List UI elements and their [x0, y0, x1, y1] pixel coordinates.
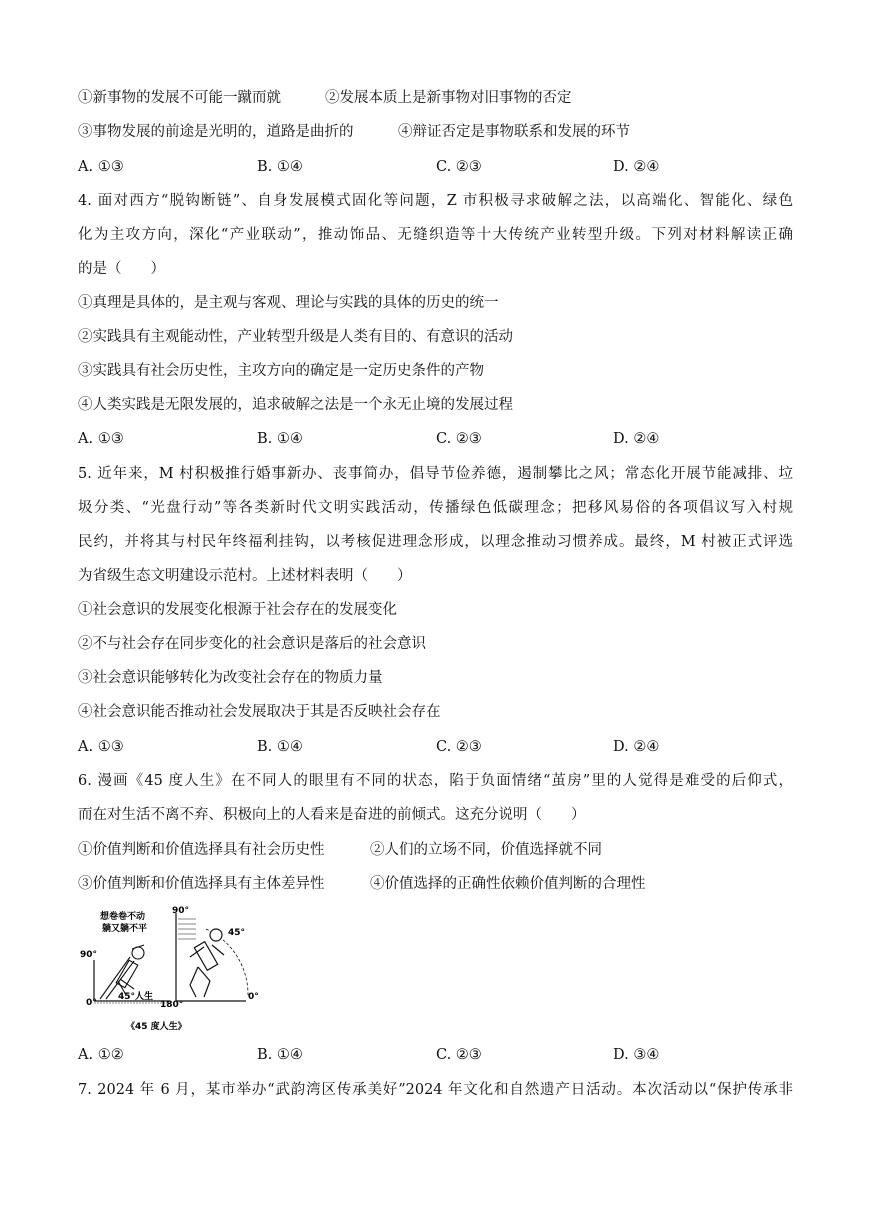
q6-option-c: C. ②③ [436, 1047, 482, 1063]
bubble-line-1: 想卷卷不动 [100, 912, 146, 922]
q6-item-1: ①价值判断和价值选择具有社会历史性 [78, 842, 325, 858]
q4-stem-line-1: 4. 面对西方“脱钩断链”、自身发展模式固化等问题，Z 市积极寻求破解之法，以高端化、智能化、绿色 [78, 193, 793, 209]
q5-option-a: A. ①③ [78, 739, 124, 755]
q5-option-d: D. ②④ [613, 739, 660, 755]
q4-stem-line-3: 的是（ ） [78, 261, 165, 277]
q4-option-a: A. ①③ [78, 431, 124, 447]
q5-stem-line-1: 5. 近年来，M 村积极推行婚事新办、丧事简办，倡导节俭养德，遏制攀比之风；常态化开展节能减排、垃 [78, 466, 793, 482]
q3-item-3: ③事物发展的前途是光明的，道路是曲折的 [78, 124, 354, 140]
q3-option-b: B. ①④ [257, 159, 303, 175]
q3-option-a: A. ①③ [78, 159, 124, 175]
label-0-right: 0° [248, 992, 259, 1002]
cartoon-45-degree-life [78, 905, 263, 1035]
q5-item-1: ①社会意识的发展变化根源于社会存在的发展变化 [78, 602, 397, 618]
label-45-right: 45° [228, 928, 246, 938]
q3-option-d: D. ②④ [613, 159, 660, 175]
q3-item-4: ④辩证否定是事物联系和发展的环节 [398, 124, 630, 140]
q5-item-3: ③社会意识能够转化为改变社会存在的物质力量 [78, 670, 383, 686]
q6-item-2: ②人们的立场不同，价值选择就不同 [370, 842, 602, 858]
q4-item-3: ③实践具有社会历史性，主攻方向的确定是一定历史条件的产物 [78, 363, 484, 379]
q5-item-4: ④社会意识能否推动社会发展取决于其是否反映社会存在 [78, 704, 441, 720]
q6-item-3: ③价值判断和价值选择具有主体差异性 [78, 876, 325, 892]
label-90-right: 90° [172, 906, 190, 916]
label-180: 180° [160, 1000, 184, 1010]
q5-item-2: ②不与社会存在同步变化的社会意识是落后的社会意识 [78, 636, 426, 652]
q5-stem-line-3: 民约，并将其与村民年终福利挂钩，以考核促进理念形成，以理念推动习惯养成。最终，M 村被正式评选 [78, 534, 793, 550]
q6-option-b: B. ①④ [257, 1047, 303, 1063]
q6-stem-line-2: 而在对生活不离不弃、积极向上的人看来是奋进的前倾式。这充分说明（ ） [78, 807, 586, 823]
q5-option-c: C. ②③ [436, 739, 482, 755]
q6-option-a: A. ①② [78, 1047, 124, 1063]
q4-item-2: ②实践具有主观能动性，产业转型升级是人类有目的、有意识的活动 [78, 329, 513, 345]
q6-option-d: D. ③④ [613, 1047, 660, 1063]
q4-item-1: ①真理是具体的，是主观与客观、理论与实践的具体的历史的统一 [78, 295, 499, 311]
q5-option-b: B. ①④ [257, 739, 303, 755]
q4-stem-line-2: 化为主攻方向，深化“产业联动”，推动饰品、无缝织造等十大传统产业转型升级。下列对材料解读正确 [78, 227, 793, 243]
label-0-left: 0° [86, 998, 97, 1008]
bubble-line-2: 躺又躺不平 [102, 924, 148, 934]
q6-stem-line-1: 6. 漫画《45 度人生》在不同人的眼里有不同的状态，陷于负面情绪“茧房”里的人觉得是难受的后仰式， [78, 773, 793, 789]
q3-item-2: ②发展本质上是新事物对旧事物的否定 [325, 90, 572, 106]
q5-stem-line-2: 圾分类、“光盘行动”等各类新时代文明实践活动，传播绿色低碳理念；把移风易俗的各项倡议写入村规 [78, 500, 793, 516]
q4-option-b: B. ①④ [257, 431, 303, 447]
q4-option-d: D. ②④ [613, 431, 660, 447]
q4-item-4: ④人类实践是无限发展的，追求破解之法是一个永无止境的发展过程 [78, 397, 513, 413]
label-90-left: 90° [80, 950, 98, 960]
q4-option-c: C. ②③ [436, 431, 482, 447]
cartoon-caption: 《45 度人生》 [126, 1022, 187, 1032]
q3-option-c: C. ②③ [436, 159, 482, 175]
q7-stem-line-1: 7. 2024 年 6 月，某市举办“武韵湾区传承美好”2024 年文化和自然遗产日活动。本次活动以“保护传承非 [78, 1082, 793, 1098]
label-45-life: 45°人生 [118, 992, 154, 1002]
q3-item-1: ①新事物的发展不可能一蹴而就 [78, 90, 281, 106]
q5-stem-line-4: 为省级生态文明建设示范村。上述材料表明（ ） [78, 568, 412, 584]
q6-item-4: ④价值选择的正确性依赖价值判断的合理性 [370, 876, 646, 892]
